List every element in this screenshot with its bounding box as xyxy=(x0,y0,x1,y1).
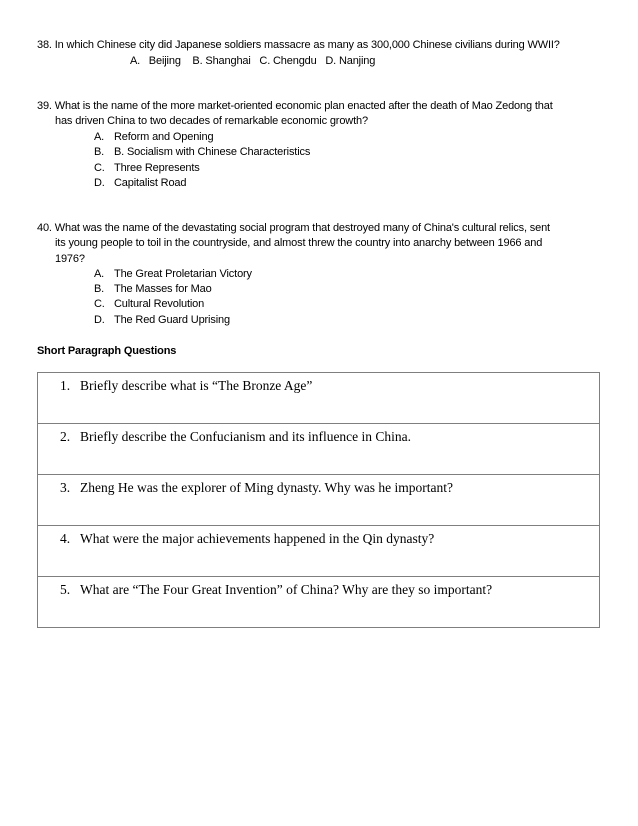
item-number: 2. xyxy=(60,429,71,444)
table-row xyxy=(38,424,600,475)
item-text: Briefly describe what is “The Bronze Age” xyxy=(80,378,313,393)
table-row xyxy=(38,475,600,526)
item-text: What are “The Four Great Invention” of China? Why are they so important? xyxy=(80,582,493,597)
table-cell xyxy=(38,373,600,424)
choice-text: The Great Proletarian Victory xyxy=(114,268,252,280)
table-row xyxy=(38,577,600,628)
item-text: Zheng He was the explorer of Ming dynasty. Why was he important? xyxy=(80,480,454,495)
question-39-stem-line-2: has driven China to two decades of remarkable economic growth? xyxy=(55,115,368,127)
item-text: What were the major achievements happened in the Qin dynasty? xyxy=(80,531,435,546)
choice-letter: D. xyxy=(94,177,105,189)
item-number: 4. xyxy=(60,531,71,546)
choice-text: Cultural Revolution xyxy=(114,298,205,310)
choice-text: The Masses for Mao xyxy=(114,283,212,295)
choice-letter: B. xyxy=(94,283,105,295)
choice-text: Capitalist Road xyxy=(114,177,187,189)
choice-text: Reform and Opening xyxy=(114,131,214,143)
item-number: 1. xyxy=(60,378,71,393)
short-paragraph-table xyxy=(37,372,600,628)
choice-letter: A. xyxy=(94,131,105,143)
choice-text: B. Socialism with Chinese Characteristics xyxy=(114,146,311,158)
choice-letter: B. xyxy=(94,146,105,158)
question-40-stem-line-2: its young people to toil in the countryside, and almost threw the country into anarchy between 1966 and xyxy=(55,237,543,249)
choice-letter: C. xyxy=(94,298,105,310)
question-39-stem-line-1: 39. What is the name of the more market-oriented economic plan enacted after the death of Mao Zedong that xyxy=(37,100,553,112)
table-row xyxy=(38,373,600,424)
table-cell xyxy=(38,475,600,526)
section-heading: Short Paragraph Questions xyxy=(37,345,177,357)
question-38-stem: 38. In which Chinese city did Japanese soldiers massacre as many as 300,000 Chinese civilians during WWII? xyxy=(37,39,560,51)
choice-letter: D. xyxy=(94,314,105,326)
table-row xyxy=(38,526,600,577)
question-40-stem-line-1: 40. What was the name of the devastating social program that destroyed many of China's cultural relics, sent xyxy=(37,222,550,234)
choice-text: Three Represents xyxy=(114,162,200,174)
item-number: 5. xyxy=(60,582,71,597)
item-text: Briefly describe the Confucianism and its influence in China. xyxy=(80,429,412,444)
table-cell xyxy=(38,526,600,577)
table-cell xyxy=(38,577,600,628)
item-number: 3. xyxy=(60,480,71,495)
choice-letter: C. xyxy=(94,162,105,174)
choice-text: The Red Guard Uprising xyxy=(114,314,230,326)
table-cell xyxy=(38,424,600,475)
question-40-stem-line-3: 1976? xyxy=(55,253,85,265)
choice-letter: A. xyxy=(94,268,105,280)
question-38-choices: A. Beijing B. Shanghai C. Chengdu D. Nanjing xyxy=(130,55,376,67)
